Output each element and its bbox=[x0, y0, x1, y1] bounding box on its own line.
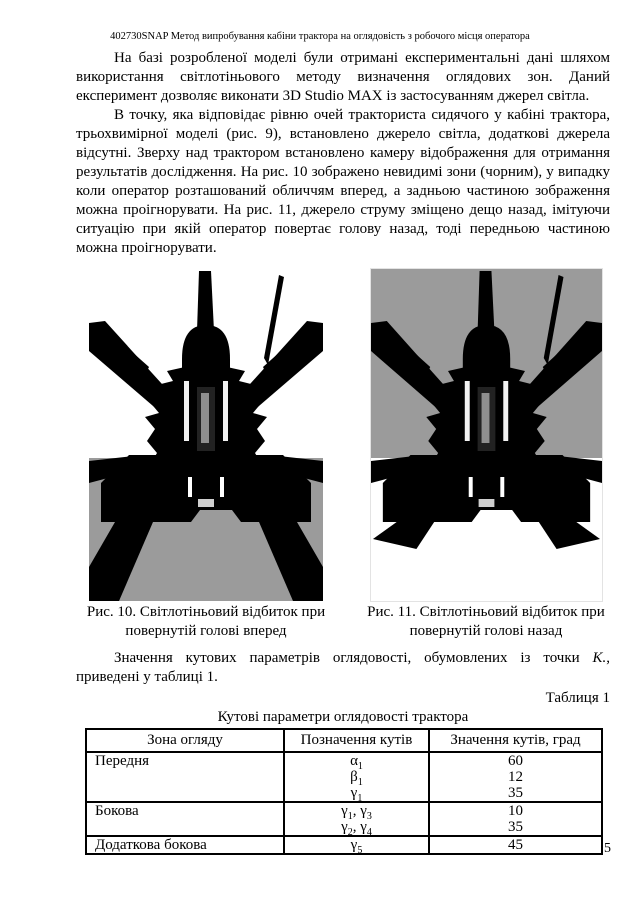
zone-cell: Бокова bbox=[86, 802, 284, 836]
page-number: 5 bbox=[604, 841, 611, 856]
column-header-angle-symbol: Позначення кутів bbox=[284, 729, 429, 752]
angle-symbol-cell: $\gamma_5$ bbox=[284, 836, 429, 854]
figure-11-caption bbox=[355, 603, 617, 641]
table-header-row bbox=[86, 729, 602, 752]
running-header: 402730SNAP Метод випробування кабіни трактора на оглядовість з робочого місця оператора bbox=[110, 31, 530, 42]
point-k-emphasis: К. bbox=[592, 650, 607, 666]
figure-10 bbox=[86, 269, 337, 641]
figure-11 bbox=[367, 269, 617, 641]
figures-row bbox=[86, 269, 610, 641]
angle-value-cell: 35 bbox=[429, 785, 602, 802]
figure-10-caption-line1: Рис. 10. Світлотіньовий відбиток при bbox=[86, 604, 326, 620]
angle-value-cell: 60 bbox=[429, 752, 602, 769]
angle-value-cell: 45 bbox=[429, 836, 602, 854]
paragraph-3 bbox=[76, 649, 610, 687]
figure-10-image bbox=[89, 269, 323, 601]
angle-symbol-cell: $\alpha_1$ bbox=[284, 752, 429, 769]
figure-11-caption-line2: повернутій голові назад bbox=[409, 623, 563, 639]
angle-value-cell: 10 bbox=[429, 802, 602, 819]
table-number-label: Таблиця 1 bbox=[545, 690, 610, 706]
angle-symbol-cell: $\gamma_1$, $\gamma_3$ bbox=[284, 802, 429, 819]
figure-11-caption-line1: Рис. 11. Світлотіньовий відбиток при bbox=[367, 604, 605, 620]
angle-value-cell: 12 bbox=[429, 769, 602, 785]
zone-cell: Додаткова бокова bbox=[86, 836, 284, 854]
page-content bbox=[76, 49, 610, 855]
angle-value-cell: 35 bbox=[429, 819, 602, 836]
angles-table bbox=[85, 728, 603, 855]
figure-10-caption bbox=[75, 603, 337, 641]
angle-symbol-cell: $\gamma_2$, $\gamma_4$ bbox=[284, 819, 429, 836]
paragraph-2: В точку, яка відповідає рівню очей тракториста сидячого у кабіні трактора, трьохвимірної моделі (рис. 9), встановлено джерело світла, додаткові джерела відсутні. Зверху над трактором встановлено камеру відображення для отримання результатів дослідження. На рис. 10 зображено невидимі зони (чорним), у випадку коли оператор розташований обличчям вперед, а задньою частиною зображення можна проігнорувати. На рис. 11, джерело струму зміщено дещо назад, імітуючи ситуацію при якій оператор повертає голову назад, тоді передньою частиною можна проігнорувати. bbox=[76, 107, 610, 256]
angle-symbol-cell: $\beta_1$ bbox=[284, 769, 429, 785]
table-row bbox=[86, 802, 602, 819]
paragraph-3-text-start: Значення кутових параметрів оглядовості, обумовлених із точки bbox=[114, 650, 593, 666]
figure-11-image bbox=[371, 269, 602, 601]
table-row bbox=[86, 836, 602, 854]
table-title: Кутові параметри оглядовості трактора bbox=[217, 709, 469, 725]
figure-10-caption-line2: повернутій голові вперед bbox=[125, 623, 287, 639]
table-body bbox=[86, 752, 602, 854]
angle-symbol-cell: $\gamma_1$ bbox=[284, 785, 429, 802]
paragraph-3-text-end: , приведені у таблиці 1. bbox=[76, 650, 610, 685]
zone-cell: Передня bbox=[95, 753, 150, 769]
table-row bbox=[86, 752, 602, 769]
paragraph-1: На базі розробленої моделі були отримані експериментальні дані шляхом використання світлотіньового методу визначення оглядових зон. Даний експеримент дозволяє виконати 3D Studio MAX із застосуванням джерел світла. bbox=[76, 50, 610, 104]
column-header-zone: Зона огляду bbox=[86, 729, 284, 752]
column-header-angle-value: Значення кутів, град bbox=[429, 729, 602, 752]
